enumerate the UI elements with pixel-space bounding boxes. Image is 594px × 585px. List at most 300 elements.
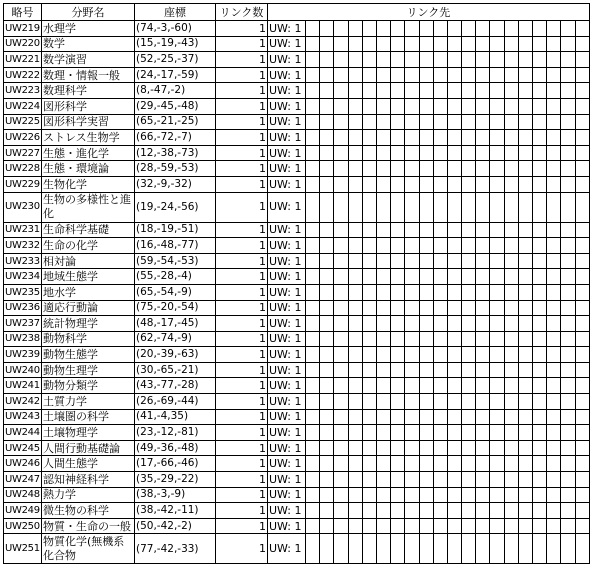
empty-link-cell[interactable] (391, 394, 405, 410)
empty-link-cell[interactable] (518, 161, 532, 177)
empty-link-cell[interactable] (462, 518, 476, 534)
empty-link-cell[interactable] (490, 253, 504, 269)
empty-link-cell[interactable] (391, 52, 405, 68)
count-cell[interactable]: 1 (216, 300, 268, 316)
field-cell[interactable]: 数学 (42, 36, 135, 52)
empty-link-cell[interactable] (348, 284, 362, 300)
empty-link-cell[interactable] (334, 440, 348, 456)
empty-link-cell[interactable] (419, 518, 433, 534)
empty-link-cell[interactable] (447, 269, 461, 285)
empty-link-cell[interactable] (561, 378, 575, 394)
empty-link-cell[interactable] (504, 269, 518, 285)
empty-link-cell[interactable] (533, 253, 547, 269)
empty-link-cell[interactable] (334, 222, 348, 238)
empty-link-cell[interactable] (320, 145, 334, 161)
empty-link-cell[interactable] (518, 130, 532, 146)
empty-link-cell[interactable] (391, 114, 405, 130)
empty-link-cell[interactable] (348, 21, 362, 37)
empty-link-cell[interactable] (405, 425, 419, 441)
empty-link-cell[interactable] (504, 145, 518, 161)
field-cell[interactable]: 数理・情報一般 (42, 67, 135, 83)
coord-cell[interactable]: (66,-72,-7) (135, 130, 216, 146)
empty-link-cell[interactable] (320, 176, 334, 192)
empty-link-cell[interactable] (547, 176, 561, 192)
link-cell[interactable]: UW: 1 (268, 316, 306, 332)
coord-cell[interactable]: (59,-54,-53) (135, 253, 216, 269)
empty-link-cell[interactable] (320, 161, 334, 177)
field-cell[interactable]: 熱力学 (42, 487, 135, 503)
empty-link-cell[interactable] (518, 362, 532, 378)
field-cell[interactable]: 動物科学 (42, 331, 135, 347)
empty-link-cell[interactable] (575, 161, 589, 177)
code-cell[interactable]: UW220 (4, 36, 42, 52)
code-cell[interactable]: UW233 (4, 253, 42, 269)
empty-link-cell[interactable] (547, 394, 561, 410)
empty-link-cell[interactable] (433, 347, 447, 363)
empty-link-cell[interactable] (334, 518, 348, 534)
empty-link-cell[interactable] (575, 52, 589, 68)
link-cell[interactable]: UW: 1 (268, 425, 306, 441)
empty-link-cell[interactable] (575, 21, 589, 37)
empty-link-cell[interactable] (490, 378, 504, 394)
empty-link-cell[interactable] (362, 284, 376, 300)
empty-link-cell[interactable] (306, 503, 320, 519)
empty-link-cell[interactable] (533, 83, 547, 99)
link-cell[interactable]: UW: 1 (268, 503, 306, 519)
empty-link-cell[interactable] (405, 409, 419, 425)
count-cell[interactable]: 1 (216, 161, 268, 177)
link-cell[interactable]: UW: 1 (268, 472, 306, 488)
coord-cell[interactable]: (17,-66,-46) (135, 456, 216, 472)
empty-link-cell[interactable] (433, 98, 447, 114)
empty-link-cell[interactable] (334, 145, 348, 161)
empty-link-cell[interactable] (334, 534, 348, 564)
empty-link-cell[interactable] (433, 83, 447, 99)
empty-link-cell[interactable] (419, 487, 433, 503)
empty-link-cell[interactable] (504, 114, 518, 130)
empty-link-cell[interactable] (433, 440, 447, 456)
empty-link-cell[interactable] (320, 300, 334, 316)
count-cell[interactable]: 1 (216, 456, 268, 472)
field-cell[interactable]: 物質化学(無機系化合物 (42, 534, 135, 564)
empty-link-cell[interactable] (405, 378, 419, 394)
empty-link-cell[interactable] (405, 176, 419, 192)
empty-link-cell[interactable] (391, 534, 405, 564)
empty-link-cell[interactable] (504, 472, 518, 488)
empty-link-cell[interactable] (504, 238, 518, 254)
empty-link-cell[interactable] (518, 518, 532, 534)
code-cell[interactable]: UW236 (4, 300, 42, 316)
empty-link-cell[interactable] (419, 456, 433, 472)
empty-link-cell[interactable] (405, 114, 419, 130)
empty-link-cell[interactable] (334, 472, 348, 488)
empty-link-cell[interactable] (376, 425, 390, 441)
empty-link-cell[interactable] (462, 83, 476, 99)
empty-link-cell[interactable] (447, 161, 461, 177)
empty-link-cell[interactable] (348, 487, 362, 503)
empty-link-cell[interactable] (362, 67, 376, 83)
coord-cell[interactable]: (74,-3,-60) (135, 21, 216, 37)
empty-link-cell[interactable] (334, 362, 348, 378)
empty-link-cell[interactable] (547, 487, 561, 503)
link-cell[interactable]: UW: 1 (268, 534, 306, 564)
empty-link-cell[interactable] (419, 192, 433, 222)
empty-link-cell[interactable] (561, 83, 575, 99)
empty-link-cell[interactable] (348, 362, 362, 378)
empty-link-cell[interactable] (462, 425, 476, 441)
empty-link-cell[interactable] (462, 347, 476, 363)
empty-link-cell[interactable] (547, 21, 561, 37)
empty-link-cell[interactable] (433, 487, 447, 503)
empty-link-cell[interactable] (490, 83, 504, 99)
empty-link-cell[interactable] (533, 534, 547, 564)
empty-link-cell[interactable] (391, 503, 405, 519)
empty-link-cell[interactable] (561, 52, 575, 68)
empty-link-cell[interactable] (376, 487, 390, 503)
empty-link-cell[interactable] (419, 269, 433, 285)
field-cell[interactable]: 動物生理学 (42, 362, 135, 378)
empty-link-cell[interactable] (405, 130, 419, 146)
empty-link-cell[interactable] (348, 253, 362, 269)
empty-link-cell[interactable] (419, 222, 433, 238)
empty-link-cell[interactable] (320, 52, 334, 68)
empty-link-cell[interactable] (433, 316, 447, 332)
empty-link-cell[interactable] (561, 503, 575, 519)
empty-link-cell[interactable] (561, 114, 575, 130)
empty-link-cell[interactable] (518, 487, 532, 503)
empty-link-cell[interactable] (504, 253, 518, 269)
empty-link-cell[interactable] (462, 300, 476, 316)
empty-link-cell[interactable] (362, 440, 376, 456)
empty-link-cell[interactable] (320, 130, 334, 146)
empty-link-cell[interactable] (320, 331, 334, 347)
empty-link-cell[interactable] (320, 440, 334, 456)
empty-link-cell[interactable] (362, 472, 376, 488)
empty-link-cell[interactable] (419, 176, 433, 192)
empty-link-cell[interactable] (419, 284, 433, 300)
empty-link-cell[interactable] (504, 409, 518, 425)
empty-link-cell[interactable] (334, 269, 348, 285)
empty-link-cell[interactable] (306, 98, 320, 114)
empty-link-cell[interactable] (518, 534, 532, 564)
coord-cell[interactable]: (38,-3,-9) (135, 487, 216, 503)
link-cell[interactable]: UW: 1 (268, 114, 306, 130)
empty-link-cell[interactable] (376, 347, 390, 363)
empty-link-cell[interactable] (376, 67, 390, 83)
coord-cell[interactable]: (28,-59,-53) (135, 161, 216, 177)
empty-link-cell[interactable] (490, 21, 504, 37)
empty-link-cell[interactable] (362, 425, 376, 441)
empty-link-cell[interactable] (575, 472, 589, 488)
link-cell[interactable]: UW: 1 (268, 253, 306, 269)
empty-link-cell[interactable] (405, 300, 419, 316)
header-coord[interactable]: 座標 (135, 4, 216, 21)
empty-link-cell[interactable] (433, 472, 447, 488)
empty-link-cell[interactable] (348, 409, 362, 425)
empty-link-cell[interactable] (334, 130, 348, 146)
empty-link-cell[interactable] (334, 331, 348, 347)
empty-link-cell[interactable] (376, 316, 390, 332)
empty-link-cell[interactable] (518, 300, 532, 316)
empty-link-cell[interactable] (518, 472, 532, 488)
empty-link-cell[interactable] (462, 534, 476, 564)
empty-link-cell[interactable] (334, 36, 348, 52)
empty-link-cell[interactable] (320, 83, 334, 99)
count-cell[interactable]: 1 (216, 269, 268, 285)
empty-link-cell[interactable] (575, 316, 589, 332)
empty-link-cell[interactable] (447, 534, 461, 564)
empty-link-cell[interactable] (433, 269, 447, 285)
coord-cell[interactable]: (75,-20,-54) (135, 300, 216, 316)
empty-link-cell[interactable] (306, 67, 320, 83)
empty-link-cell[interactable] (419, 425, 433, 441)
code-cell[interactable]: UW237 (4, 316, 42, 332)
empty-link-cell[interactable] (391, 487, 405, 503)
empty-link-cell[interactable] (376, 36, 390, 52)
empty-link-cell[interactable] (490, 331, 504, 347)
coord-cell[interactable]: (50,-42,-2) (135, 518, 216, 534)
empty-link-cell[interactable] (405, 503, 419, 519)
code-cell[interactable]: UW242 (4, 394, 42, 410)
empty-link-cell[interactable] (362, 347, 376, 363)
empty-link-cell[interactable] (362, 253, 376, 269)
empty-link-cell[interactable] (533, 378, 547, 394)
empty-link-cell[interactable] (561, 300, 575, 316)
empty-link-cell[interactable] (462, 21, 476, 37)
count-cell[interactable]: 1 (216, 130, 268, 146)
empty-link-cell[interactable] (391, 238, 405, 254)
header-field[interactable]: 分野名 (42, 4, 135, 21)
empty-link-cell[interactable] (348, 98, 362, 114)
empty-link-cell[interactable] (334, 253, 348, 269)
field-cell[interactable]: 物質・生命の一般 (42, 518, 135, 534)
empty-link-cell[interactable] (306, 269, 320, 285)
empty-link-cell[interactable] (575, 36, 589, 52)
empty-link-cell[interactable] (547, 67, 561, 83)
empty-link-cell[interactable] (518, 83, 532, 99)
empty-link-cell[interactable] (376, 269, 390, 285)
link-cell[interactable]: UW: 1 (268, 394, 306, 410)
code-cell[interactable]: UW228 (4, 161, 42, 177)
empty-link-cell[interactable] (362, 300, 376, 316)
empty-link-cell[interactable] (490, 145, 504, 161)
empty-link-cell[interactable] (575, 394, 589, 410)
empty-link-cell[interactable] (533, 300, 547, 316)
empty-link-cell[interactable] (490, 130, 504, 146)
empty-link-cell[interactable] (433, 238, 447, 254)
empty-link-cell[interactable] (419, 534, 433, 564)
field-cell[interactable]: 土壌圏の科学 (42, 409, 135, 425)
empty-link-cell[interactable] (504, 518, 518, 534)
empty-link-cell[interactable] (362, 518, 376, 534)
code-cell[interactable]: UW241 (4, 378, 42, 394)
empty-link-cell[interactable] (575, 114, 589, 130)
empty-link-cell[interactable] (320, 378, 334, 394)
empty-link-cell[interactable] (561, 331, 575, 347)
empty-link-cell[interactable] (320, 534, 334, 564)
empty-link-cell[interactable] (348, 534, 362, 564)
empty-link-cell[interactable] (306, 161, 320, 177)
link-cell[interactable]: UW: 1 (268, 161, 306, 177)
empty-link-cell[interactable] (504, 52, 518, 68)
empty-link-cell[interactable] (561, 284, 575, 300)
count-cell[interactable]: 1 (216, 487, 268, 503)
empty-link-cell[interactable] (533, 145, 547, 161)
empty-link-cell[interactable] (561, 316, 575, 332)
empty-link-cell[interactable] (462, 145, 476, 161)
empty-link-cell[interactable] (476, 534, 490, 564)
empty-link-cell[interactable] (575, 300, 589, 316)
empty-link-cell[interactable] (575, 192, 589, 222)
empty-link-cell[interactable] (447, 409, 461, 425)
empty-link-cell[interactable] (391, 316, 405, 332)
code-cell[interactable]: UW230 (4, 192, 42, 222)
empty-link-cell[interactable] (504, 192, 518, 222)
count-cell[interactable]: 1 (216, 253, 268, 269)
count-cell[interactable]: 1 (216, 145, 268, 161)
empty-link-cell[interactable] (462, 394, 476, 410)
empty-link-cell[interactable] (419, 238, 433, 254)
empty-link-cell[interactable] (362, 130, 376, 146)
count-cell[interactable]: 1 (216, 52, 268, 68)
empty-link-cell[interactable] (476, 362, 490, 378)
empty-link-cell[interactable] (433, 300, 447, 316)
empty-link-cell[interactable] (504, 316, 518, 332)
link-cell[interactable]: UW: 1 (268, 331, 306, 347)
empty-link-cell[interactable] (533, 36, 547, 52)
empty-link-cell[interactable] (433, 36, 447, 52)
empty-link-cell[interactable] (376, 222, 390, 238)
empty-link-cell[interactable] (547, 192, 561, 222)
coord-cell[interactable]: (41,-4,35) (135, 409, 216, 425)
field-cell[interactable]: 図形科学 (42, 98, 135, 114)
empty-link-cell[interactable] (362, 362, 376, 378)
empty-link-cell[interactable] (362, 456, 376, 472)
empty-link-cell[interactable] (405, 52, 419, 68)
empty-link-cell[interactable] (348, 440, 362, 456)
empty-link-cell[interactable] (334, 300, 348, 316)
code-cell[interactable]: UW231 (4, 222, 42, 238)
coord-cell[interactable]: (29,-45,-48) (135, 98, 216, 114)
field-cell[interactable]: 相対論 (42, 253, 135, 269)
empty-link-cell[interactable] (405, 36, 419, 52)
empty-link-cell[interactable] (447, 145, 461, 161)
empty-link-cell[interactable] (533, 316, 547, 332)
empty-link-cell[interactable] (504, 21, 518, 37)
coord-cell[interactable]: (35,-29,-22) (135, 472, 216, 488)
empty-link-cell[interactable] (362, 487, 376, 503)
code-cell[interactable]: UW245 (4, 440, 42, 456)
empty-link-cell[interactable] (306, 83, 320, 99)
count-cell[interactable]: 1 (216, 192, 268, 222)
empty-link-cell[interactable] (462, 378, 476, 394)
field-cell[interactable]: 適応行動論 (42, 300, 135, 316)
empty-link-cell[interactable] (490, 67, 504, 83)
coord-cell[interactable]: (32,-9,-32) (135, 176, 216, 192)
empty-link-cell[interactable] (476, 98, 490, 114)
empty-link-cell[interactable] (306, 284, 320, 300)
empty-link-cell[interactable] (575, 269, 589, 285)
count-cell[interactable]: 1 (216, 440, 268, 456)
empty-link-cell[interactable] (376, 331, 390, 347)
empty-link-cell[interactable] (419, 114, 433, 130)
link-cell[interactable]: UW: 1 (268, 222, 306, 238)
empty-link-cell[interactable] (334, 21, 348, 37)
empty-link-cell[interactable] (405, 440, 419, 456)
empty-link-cell[interactable] (462, 192, 476, 222)
empty-link-cell[interactable] (504, 534, 518, 564)
empty-link-cell[interactable] (419, 83, 433, 99)
empty-link-cell[interactable] (362, 21, 376, 37)
empty-link-cell[interactable] (334, 503, 348, 519)
empty-link-cell[interactable] (362, 114, 376, 130)
empty-link-cell[interactable] (561, 472, 575, 488)
code-cell[interactable]: UW221 (4, 52, 42, 68)
empty-link-cell[interactable] (575, 487, 589, 503)
link-cell[interactable]: UW: 1 (268, 36, 306, 52)
coord-cell[interactable]: (16,-48,-77) (135, 238, 216, 254)
empty-link-cell[interactable] (306, 425, 320, 441)
code-cell[interactable]: UW223 (4, 83, 42, 99)
empty-link-cell[interactable] (320, 222, 334, 238)
empty-link-cell[interactable] (320, 269, 334, 285)
empty-link-cell[interactable] (490, 52, 504, 68)
empty-link-cell[interactable] (433, 114, 447, 130)
empty-link-cell[interactable] (476, 440, 490, 456)
empty-link-cell[interactable] (462, 409, 476, 425)
empty-link-cell[interactable] (490, 425, 504, 441)
empty-link-cell[interactable] (433, 130, 447, 146)
empty-link-cell[interactable] (391, 331, 405, 347)
empty-link-cell[interactable] (320, 425, 334, 441)
empty-link-cell[interactable] (391, 253, 405, 269)
empty-link-cell[interactable] (476, 394, 490, 410)
empty-link-cell[interactable] (447, 425, 461, 441)
empty-link-cell[interactable] (362, 394, 376, 410)
empty-link-cell[interactable] (533, 21, 547, 37)
empty-link-cell[interactable] (476, 378, 490, 394)
empty-link-cell[interactable] (391, 456, 405, 472)
link-cell[interactable]: UW: 1 (268, 284, 306, 300)
code-cell[interactable]: UW224 (4, 98, 42, 114)
empty-link-cell[interactable] (547, 269, 561, 285)
empty-link-cell[interactable] (490, 456, 504, 472)
empty-link-cell[interactable] (306, 534, 320, 564)
empty-link-cell[interactable] (306, 456, 320, 472)
empty-link-cell[interactable] (376, 518, 390, 534)
empty-link-cell[interactable] (490, 161, 504, 177)
empty-link-cell[interactable] (504, 347, 518, 363)
empty-link-cell[interactable] (476, 472, 490, 488)
empty-link-cell[interactable] (476, 503, 490, 519)
field-cell[interactable]: 生物化学 (42, 176, 135, 192)
empty-link-cell[interactable] (306, 145, 320, 161)
empty-link-cell[interactable] (547, 534, 561, 564)
empty-link-cell[interactable] (518, 394, 532, 410)
empty-link-cell[interactable] (561, 362, 575, 378)
empty-link-cell[interactable] (419, 145, 433, 161)
empty-link-cell[interactable] (376, 503, 390, 519)
empty-link-cell[interactable] (334, 409, 348, 425)
link-cell[interactable]: UW: 1 (268, 378, 306, 394)
empty-link-cell[interactable] (476, 83, 490, 99)
empty-link-cell[interactable] (320, 456, 334, 472)
empty-link-cell[interactable] (575, 145, 589, 161)
empty-link-cell[interactable] (504, 503, 518, 519)
empty-link-cell[interactable] (433, 145, 447, 161)
link-cell[interactable]: UW: 1 (268, 300, 306, 316)
empty-link-cell[interactable] (490, 114, 504, 130)
